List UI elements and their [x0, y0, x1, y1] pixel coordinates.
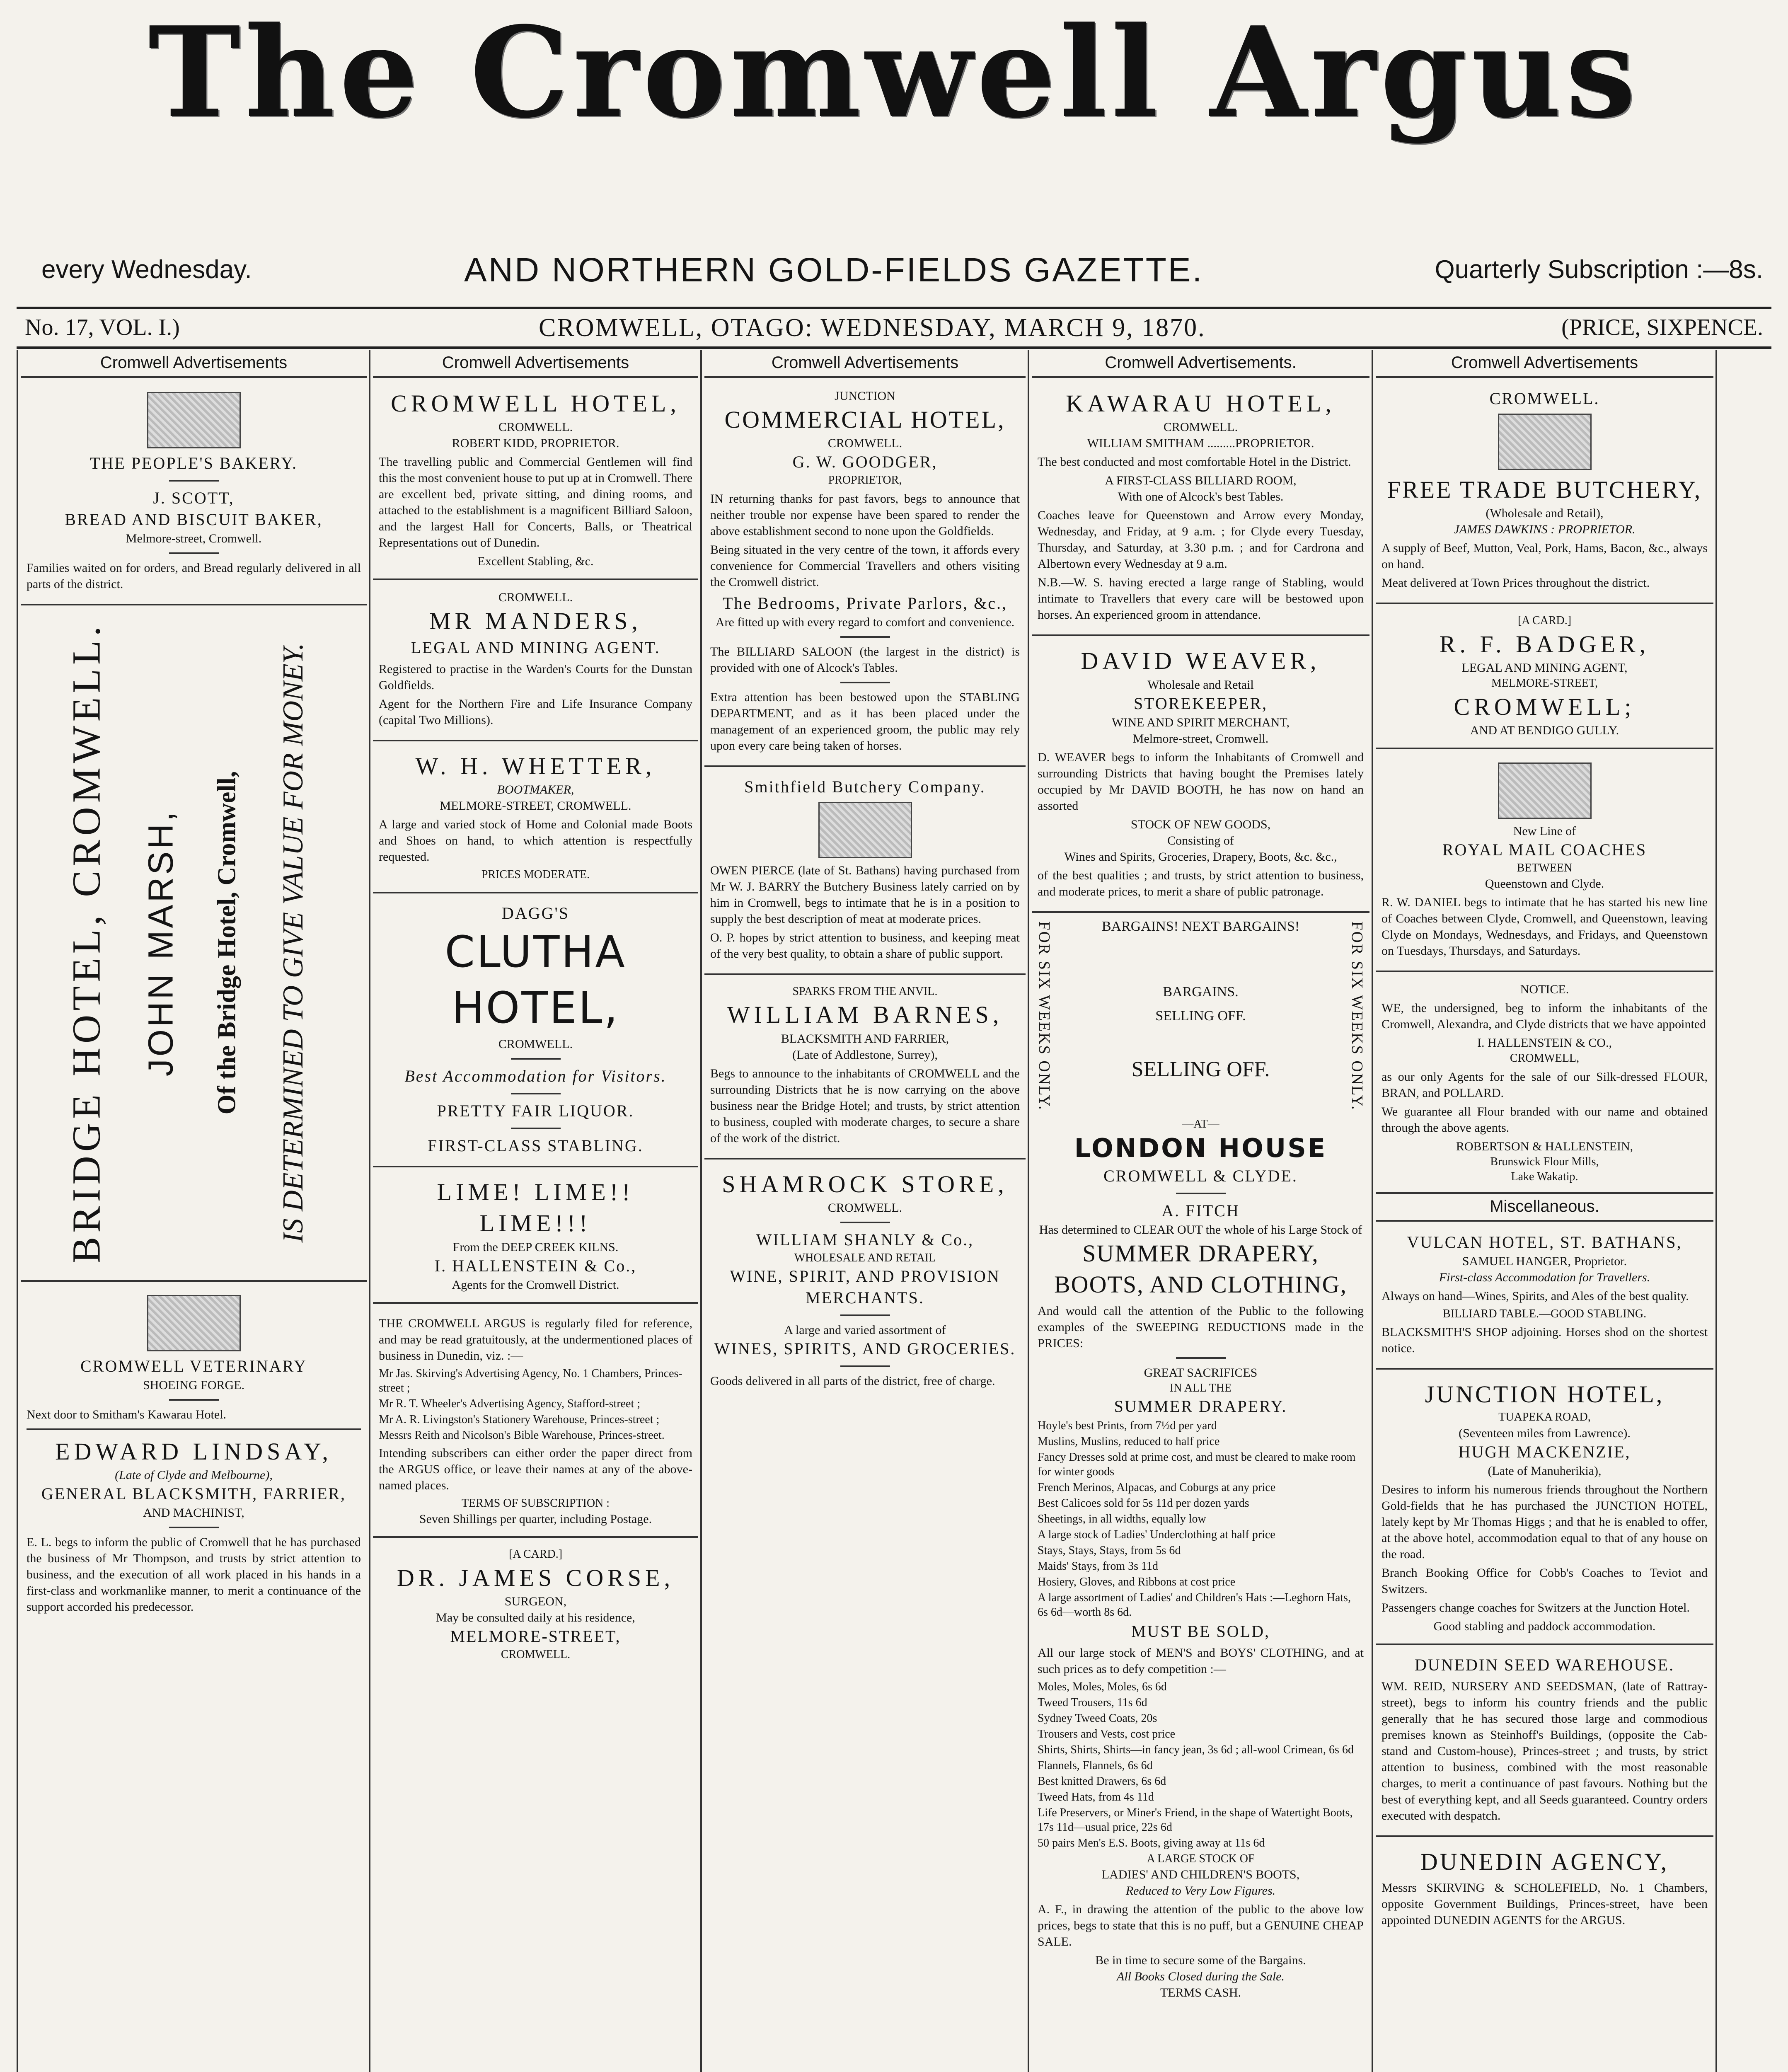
column-1	[21, 350, 367, 2072]
ad-subhead: A LARGE STOCK OF	[1147, 1852, 1255, 1865]
list-item: Maids' Stays, from 3s 11d	[1038, 1559, 1159, 1573]
ad-title: CROMWELL HOTEL,	[391, 390, 680, 417]
divider	[840, 1222, 890, 1223]
ad-body: WE, the undersigned, beg to inform the inhabitants of the Cromwell, Alexandra, and Clyde districts that we have appointed	[1382, 1001, 1708, 1031]
ad-subhead: Reduced to Very Low Figures.	[1125, 1884, 1276, 1898]
ad-body: Registered to practise in the Warden's Courts for the Dunstan Goldfields.	[379, 662, 692, 692]
ad-trade: SURGEON,	[504, 1594, 567, 1608]
ad-address: MELMORE-STREET,	[1491, 677, 1598, 690]
ad-rule	[373, 579, 698, 580]
list-item: Tweed Trousers, 11s 6d	[1038, 1696, 1147, 1709]
divider	[511, 1128, 561, 1129]
column-5	[1376, 350, 1713, 2072]
ad-trade: (Wholesale and Retail),	[1486, 506, 1604, 520]
list-item: Best Calicoes sold for 5s 11d per dozen yards	[1038, 1496, 1249, 1510]
barnes-ad	[704, 981, 1026, 1152]
ad-line: (Seventeen miles from Lawrence).	[1459, 1426, 1631, 1440]
list-item: Sheetings, in all widths, equally low	[1038, 1512, 1206, 1525]
list-item: Hoyle's best Prints, from 7½d per yard	[1038, 1419, 1217, 1432]
badger-ad	[1376, 610, 1713, 742]
ad-headline: SUMMER DRAPERY, BOOTS, AND CLOTHING,	[1054, 1239, 1347, 1298]
ad-body: of the best qualities ; and trusts, by strict attention to business, and moderate prices, to merit a share of public patronage.	[1038, 868, 1364, 898]
ad-rule	[373, 1166, 698, 1167]
ad-firm: I. HALLENSTEIN & CO.,	[1477, 1036, 1612, 1050]
list-item: Messrs Reith and Nicolson's Bible Warehouse, Princes-street.	[379, 1428, 665, 1442]
ad-rule	[1376, 1368, 1713, 1370]
bargains-box	[1032, 919, 1369, 1113]
ad-place: CROMWELL.	[498, 420, 573, 434]
ad-rule	[1376, 971, 1713, 972]
ad-agent: I. HALLENSTEIN & Co.,	[434, 1256, 637, 1275]
ad-title: NOTICE.	[1520, 983, 1569, 997]
ad-signature: ROBERTSON & HALLENSTEIN,	[1456, 1139, 1633, 1153]
ad-body: Branch Booking Office for Cobb's Coaches to Teviot and Switzers.	[1382, 1566, 1708, 1596]
ad-trade: STOREKEEPER,	[1133, 694, 1268, 713]
ad-body: Intending subscribers can either order the paper direct from the ARGUS office, or leave their names at any of the above-named places.	[379, 1446, 692, 1492]
ad-subhead: LADIES' AND CHILDREN'S BOOTS,	[1101, 1868, 1300, 1882]
ad-subhead: IN ALL THE	[1169, 1381, 1232, 1394]
masthead	[17, 0, 1771, 145]
ad-body: Passengers change coaches for Switzers at the Junction Hotel.	[1382, 1600, 1690, 1615]
list-item: Shirts, Shirts, Shirts—in fancy jean, 3s 6d ; all-wool Crimean, 6s 6d	[1038, 1743, 1354, 1756]
column-3	[704, 350, 1026, 2072]
flour-notice	[1376, 978, 1713, 1188]
ad-body: Goods delivered in all parts of the district, free of charge.	[710, 1374, 995, 1388]
smithfield-butchery-ad	[704, 773, 1026, 968]
column-rule	[1028, 350, 1029, 2072]
ad-owner: DAGG'S	[502, 903, 569, 922]
ad-body: IN returning thanks for past favors, begs to announce that neither trouble nor expense have been spared to render the above establishment second to none upon the Goldfields.	[710, 491, 1020, 538]
ad-line: A large and varied assortment of	[784, 1323, 946, 1337]
terms: Seven Shillings per quarter, including Postage.	[419, 1512, 652, 1526]
vulcan-hotel-ad	[1376, 1228, 1713, 1362]
ad-body: The best conducted and most comfortable Hotel in the District.	[1038, 455, 1351, 469]
ad-place: CROMWELL & CLYDE.	[1103, 1166, 1298, 1185]
ad-body: Next door to Smitham's Kawarau Hotel.	[27, 1408, 226, 1421]
ad-note: Excellent Stabling, &c.	[477, 554, 594, 569]
list-item: A large assortment of Ladies' and Children's Hats :—Leghorn Hats, 6s 6d—worth 8s 6d.	[1038, 1591, 1351, 1619]
ad-title: DUNEDIN AGENCY,	[1420, 1848, 1669, 1875]
ad-origin: (Late of Addlestone, Surrey),	[792, 1048, 938, 1062]
ad-line: A FIRST-CLASS BILLIARD ROOM,	[1105, 474, 1297, 488]
seed-warehouse-ad	[1376, 1651, 1713, 1830]
ad-line: All Books Closed during the Sale.	[1117, 1970, 1285, 1984]
side-banner-text: FOR SIX WEEKS ONLY.	[1348, 921, 1366, 1111]
ad-owner: SAMUEL HANGER, Proprietor.	[1462, 1254, 1627, 1268]
corse-ad	[373, 1544, 698, 1665]
ad-line: With one of Alcock's best Tables.	[1118, 490, 1284, 504]
rotated-name: JOHN MARSH,	[141, 809, 180, 1077]
list-item: A large stock of Ladies' Underclothing at half price	[1038, 1528, 1275, 1541]
ad-line: Has determined to CLEAR OUT the whole of his Large Stock of	[1039, 1222, 1362, 1237]
ad-title: FREE TRADE BUTCHERY,	[1387, 476, 1702, 503]
ad-line: Are fitted up with every regard to comfort and convenience.	[715, 615, 1015, 629]
ad-subtitle: SHOEING FORGE.	[143, 1378, 244, 1392]
ad-trade: GENERAL BLACKSMITH, FARRIER,	[41, 1484, 346, 1503]
divider	[840, 1314, 890, 1316]
divider	[169, 480, 219, 482]
divider	[511, 1093, 561, 1094]
ad-subhead: GREAT SACRIFICES	[1144, 1365, 1258, 1380]
ad-signature: Lake Wakatip.	[1511, 1170, 1578, 1184]
ad-title: ROYAL MAIL COACHES	[1442, 840, 1647, 859]
divider	[169, 1399, 219, 1401]
price-list	[1038, 1418, 1364, 1619]
side-banner-text: FOR SIX WEEKS ONLY.	[1036, 921, 1053, 1111]
ad-line: Agents for the Cromwell District.	[452, 1278, 619, 1292]
ad-address: MELMORE-STREET,	[450, 1627, 621, 1646]
ad-body: Desires to inform his numerous friends throughout the Northern Gold-fields that he has purchased the JUNCTION HOTEL, lately kept by Mr Thomas Higgs ; and that he is enabled to offer, at the above hotel, accommodation equal to that of any house on the road.	[1382, 1482, 1708, 1561]
list-item: Fancy Dresses sold at prime cost, and must be cleared to make room for winter goods	[1038, 1450, 1356, 1478]
ad-body: A. F., in drawing the attention of the public to the above low prices, begs to state that this is no puff, but a GENUINE CHEAP SALE.	[1038, 1903, 1364, 1949]
junction-hotel-ad	[1376, 1375, 1713, 1638]
bargains-centre	[1061, 919, 1340, 1082]
list-item: 50 pairs Men's E.S. Boots, giving away at 11s 6d	[1038, 1836, 1265, 1849]
ad-body: WM. REID, NURSERY AND SEEDSMAN, (late of Rattray-street), begs to inform his country friends and the public generally that he has secured those large and commodious premises known as Steinhoff's Buildings, (opposite the Cab-stand and Custom-house), Princes-street ; and trusts, by strict attention to business, combined with the most reasonable charges, to merit a continuance of past favours. Nothing but the best of everything kept, and all Seeds guaranteed. Country orders executed with despatch.	[1382, 1679, 1708, 1823]
manders-ad	[373, 586, 698, 733]
subscription-price: Quarterly Subscription :—8s.	[1435, 255, 1763, 284]
ad-title: JUNCTION HOTEL,	[1425, 1380, 1665, 1408]
divider	[1176, 1357, 1226, 1359]
ad-rule	[1032, 634, 1369, 636]
column-heading: Cromwell Advertisements	[373, 350, 698, 378]
ad-body: D. WEAVER begs to inform the Inhabitants of Cromwell and surrounding Districts that having bought the Premises lately occupied by Mr DAVID BOOTH, he has now on hand an assorted	[1038, 750, 1364, 813]
shamrock-store-ad	[704, 1165, 1026, 1395]
divider	[169, 1527, 219, 1528]
column-4	[1032, 350, 1369, 2072]
ad-body: OWEN PIERCE (late of St. Bathans) having purchased from Mr W. J. BARRY the Butchery Business lately carried on by him in Cromwell, begs to intimate that he is in a position to supply the best description of meat at moderate prices.	[710, 863, 1020, 926]
ad-title: LIME! LIME!! LIME!!!	[437, 1178, 634, 1237]
ad-rule	[704, 973, 1026, 975]
ad-owner: HUGH MACKENZIE,	[1458, 1442, 1631, 1461]
veterinary-ad	[21, 1288, 367, 1621]
list-item: Sydney Tweed Coats, 20s	[1038, 1711, 1157, 1725]
rotated-line: Of the Bridge Hotel, Cromwell,	[213, 771, 241, 1115]
ad-line: WINES, SPIRITS, AND GROCERIES.	[714, 1339, 1016, 1358]
ad-title: LONDON HOUSE	[1074, 1133, 1327, 1164]
ad-kicker: JUNCTION	[835, 389, 895, 403]
bargains-line: BARGAINS.	[1163, 984, 1239, 1000]
royal-mail-coaches-ad	[1376, 755, 1713, 965]
ad-rule	[1376, 603, 1713, 604]
newspaper-title: The Cromwell Argus	[148, 0, 1640, 145]
ad-title: DUNEDIN SEED WAREHOUSE.	[1414, 1655, 1675, 1674]
ad-rule	[1376, 1835, 1713, 1837]
ad-body: Families waited on for orders, and Bread regularly delivered in all parts of the district.	[27, 561, 361, 591]
dateline-bar	[17, 307, 1771, 349]
list-item: Trousers and Vests, cost price	[1038, 1727, 1176, 1740]
ad-title: W. H. WHETTER,	[415, 752, 656, 779]
divider	[840, 682, 890, 683]
side-banner-right	[1345, 919, 1369, 1113]
ad-line: Best Accommodation for Visitors.	[404, 1066, 667, 1085]
list-item: Flannels, Flannels, 6s 6d	[1038, 1759, 1153, 1772]
ad-places: Queenstown and Clyde.	[1485, 877, 1604, 891]
wheat-sheaf-illustration	[147, 392, 241, 448]
price-list	[1038, 1680, 1364, 1850]
ad-title: CROMWELL VETERINARY	[80, 1357, 307, 1375]
list-item: Mr Jas. Skirving's Advertising Agency, No. 1 Chambers, Princes-street ;	[379, 1367, 682, 1394]
ad-rule	[704, 1158, 1026, 1159]
ad-rule	[373, 740, 698, 741]
ad-title: WILLIAM BARNES,	[727, 1001, 1003, 1029]
coach-illustration	[1498, 762, 1592, 819]
ad-line: TUAPEKA ROAD,	[1498, 1411, 1591, 1424]
card-label: [A CARD.]	[508, 1548, 563, 1561]
ad-rule	[373, 1302, 698, 1304]
lime-ad	[373, 1173, 698, 1296]
ad-rule	[27, 1428, 361, 1430]
ad-body: And would call the attention of the Public to the following examples of the SWEEPING REDUCTIONS made in the PRICES:	[1038, 1304, 1364, 1350]
ad-body: We guarantee all Flour branded with our name and obtained through the above agents.	[1382, 1104, 1708, 1135]
section-heading: Miscellaneous.	[1376, 1192, 1713, 1222]
ad-line: May be consulted daily at his residence,	[436, 1610, 635, 1624]
column-rule	[700, 350, 702, 2072]
ad-rule	[704, 765, 1026, 767]
list-item: Mr R. T. Wheeler's Advertising Agency, Stafford-street ;	[379, 1397, 641, 1410]
bridge-hotel-ad	[21, 611, 367, 1274]
ad-body: The travelling public and Commercial Gentlemen will find this the most convenient house to put up at in Cromwell. There are excellent bed, private sitting, and dining rooms, and attached to the establishment is a magnificent Billiard Saloon, and the largest Hall for Concerts, Balls, or Theatrical Representations out of Dunedin.	[379, 455, 692, 550]
masthead-subline	[17, 251, 1771, 300]
bargains-line: SELLING OFF.	[1155, 1008, 1246, 1024]
column-heading: Cromwell Advertisements	[1376, 350, 1713, 378]
dateline: CROMWELL, OTAGO: WEDNESDAY, MARCH 9, 1870.	[539, 314, 1206, 342]
clutha-hotel-ad	[373, 899, 698, 1160]
bargains-line: BARGAINS! NEXT BARGAINS!	[1101, 918, 1300, 934]
ad-title: VULCAN HOTEL, ST. BATHANS,	[1407, 1232, 1682, 1251]
ad-line: BETWEEN	[1517, 861, 1573, 874]
ad-address: Melmore-street, Cromwell.	[126, 532, 262, 545]
ad-title: R. F. BADGER,	[1439, 630, 1650, 658]
horse-illustration	[147, 1295, 241, 1351]
ad-owner: JAMES DAWKINS : PROPRIETOR.	[1454, 523, 1636, 537]
ad-address: MELMORE-STREET, CROMWELL.	[440, 799, 631, 813]
ad-origin: (Late of Clyde and Melbourne),	[115, 1468, 273, 1482]
argus-notice	[373, 1310, 698, 1530]
weaver-ad	[1032, 642, 1369, 905]
bakery-ad	[21, 385, 367, 598]
ad-body: All our large stock of MEN'S and BOYS' CLOTHING, and at such prices as to defy competition :—	[1038, 1646, 1364, 1676]
ad-line: Consisting of	[1167, 833, 1234, 847]
ad-place: CROMWELL.	[827, 436, 902, 450]
ad-origin: (Late of Manuherikia),	[1488, 1464, 1602, 1478]
card-label: [A CARD.]	[1517, 614, 1572, 627]
ad-body: A supply of Beef, Mutton, Veal, Pork, Hams, Bacon, &c., always on hand.	[1382, 541, 1708, 571]
ad-body: A large and varied stock of Home and Colonial made Boots and Shoes on hand, to which attention is respectfully requested.	[379, 818, 692, 864]
list-item: Hosiery, Gloves, and Ribbons at cost price	[1038, 1575, 1236, 1588]
ad-owner: G. W. GOODGER,	[792, 453, 938, 472]
ad-place: CROMWELL;	[1454, 693, 1636, 720]
commercial-hotel-ad	[704, 385, 1026, 760]
column-rule	[17, 350, 18, 2072]
list-item: Stays, Stays, Stays, from 5s 6d	[1038, 1544, 1181, 1557]
rotated-slogan: IS DETERMINED TO GIVE VALUE FOR MONEY.	[277, 643, 309, 1243]
ad-trade: Wholesale and Retail	[1147, 678, 1254, 692]
column-2	[373, 350, 698, 2072]
ad-line: First-class Accommodation for Travellers.	[1439, 1270, 1650, 1284]
ad-rule	[21, 1280, 367, 1282]
list-item: Mr A. R. Livingston's Stationery Warehouse, Princes-street ;	[379, 1413, 660, 1426]
ad-place: CROMWELL.	[501, 1648, 571, 1661]
divider	[840, 636, 890, 638]
list-item: Best knitted Drawers, 6s 6d	[1038, 1774, 1166, 1788]
ad-line: STOCK OF NEW GOODS,	[1130, 817, 1271, 831]
ad-subhead: SUMMER DRAPERY.	[1114, 1397, 1287, 1416]
ad-body: The BILLIARD SALOON (the largest in the district) is provided with one of Alcock's Tables.	[710, 644, 1020, 675]
ad-trade: BOOTMAKER,	[497, 783, 574, 797]
ad-body: Extra attention has been bestowed upon the STABLING DEPARTMENT, and as it has been placed under the management of an experienced groom, the public may rely upon every care being taken of horses.	[710, 690, 1020, 753]
ad-trade: BLACKSMITH AND FARRIER,	[781, 1031, 949, 1046]
ad-body: Always on hand—Wines, Spirits, and Ales of the best quality.	[1382, 1289, 1689, 1303]
newspaper-subtitle: AND NORTHERN GOLD-FIELDS GAZETTE.	[464, 251, 1204, 289]
ad-place: CROMWELL.	[498, 591, 573, 605]
ad-subhead: The Bedrooms, Private Parlors, &c.,	[722, 593, 1008, 612]
ad-line: TERMS CASH.	[1160, 1986, 1241, 2000]
ad-note: PRICES MODERATE.	[481, 868, 590, 881]
ad-owner: A. FITCH	[1161, 1201, 1240, 1220]
list-item: Life Preservers, or Miner's Friend, in the shape of Watertight Boots, 17s 11d—usual price, 22s 6d	[1038, 1806, 1353, 1834]
ad-body: Meat delivered at Town Prices throughout the district.	[1382, 576, 1650, 590]
column-rule	[369, 350, 370, 2072]
ox-illustration	[818, 802, 912, 858]
ad-kicker: New Line of	[1513, 824, 1576, 838]
ad-trade: AND MACHINIST,	[143, 1506, 244, 1520]
ad-place: AND AT BENDIGO GULLY.	[1470, 723, 1619, 737]
ad-title: COMMERCIAL HOTEL,	[724, 406, 1006, 433]
ad-line: Good stabling and paddock accommodation.	[1433, 1619, 1656, 1633]
ad-trade: MERCHANTS.	[806, 1288, 924, 1307]
ad-title: Smithfield Butchery Company.	[744, 777, 986, 796]
ad-body: BLACKSMITH'S SHOP adjoining. Horses shod on the shortest notice.	[1382, 1325, 1708, 1355]
ad-owner: EDWARD LINDSAY,	[55, 1438, 332, 1465]
ad-body: O. P. hopes by strict attention to business, and keeping meat of the very best quality, to obtain a share of public support.	[710, 930, 1020, 961]
ad-place: CROMWELL.	[827, 1201, 902, 1215]
divider	[1176, 1193, 1226, 1194]
ad-body: E. L. begs to inform the public of Cromwell that he has purchased the business of Mr Thompson, and trusts by strict attention to business, and the execution of all work placed in his hands in a first-class and workmanlike manner, to merit a continuance of the support accorded his predecessor.	[27, 1535, 361, 1614]
ad-rule	[373, 1536, 698, 1538]
ad-proprietor: ROBERT KIDD, PROPRIETOR.	[452, 436, 619, 450]
publication-frequency: every Wednesday.	[41, 255, 252, 284]
ad-owner: WILLIAM SHANLY & Co.,	[756, 1230, 974, 1249]
ad-rule	[373, 892, 698, 893]
column-heading: Cromwell Advertisements	[704, 350, 1026, 378]
ad-trade: PROPRIETOR,	[828, 474, 902, 487]
ad-signature: Brunswick Flour Mills,	[1490, 1155, 1599, 1168]
ad-body: Coaches leave for Queenstown and Arrow every Monday, Wednesday, and Friday, at 9 a.m. ; for Clyde every Tuesday, Thursday, and Saturday, at 3.30 p.m. ; and for Cardrona and Albertown every Wednesday at 9 a.m.	[1038, 508, 1364, 571]
bargains-line: SELLING OFF.	[1131, 1057, 1270, 1081]
ad-trade: LEGAL AND MINING AGENT.	[411, 638, 661, 657]
kawarau-hotel-ad	[1032, 385, 1369, 629]
ad-rule	[1032, 911, 1369, 913]
column-rule	[1372, 350, 1373, 2072]
ox-illustration	[1498, 414, 1592, 470]
terms-heading: TERMS OF SUBSCRIPTION :	[461, 1496, 610, 1510]
column-heading: Cromwell Advertisements	[21, 350, 367, 378]
free-trade-butchery-ad	[1376, 385, 1713, 597]
ad-place: CROMWELL.	[498, 1037, 573, 1051]
column-rule	[1715, 350, 1717, 2072]
volume-number: No. 17, VOL. I.)	[25, 315, 180, 340]
ad-body: THE CROMWELL ARGUS is regularly filed for reference, and may be read gratuitously, at the undermentioned places of business in Dunedin, viz. :—	[379, 1316, 692, 1363]
cromwell-hotel-ad	[373, 385, 698, 573]
ad-line: From the DEEP CREEK KILNS.	[452, 1240, 619, 1254]
ad-body: Agent for the Northern Fire and Life Insurance Company (capital Two Millions).	[379, 697, 692, 727]
dunedin-agency-ad	[1376, 1843, 1713, 1934]
ad-rule	[21, 604, 367, 605]
list-item: French Merinos, Alpacas, and Coburgs at any price	[1038, 1481, 1276, 1494]
ad-trade: WINE AND SPIRIT MERCHANT,	[1112, 715, 1290, 729]
list-item: Tweed Hats, from 4s 11d	[1038, 1790, 1154, 1803]
list-item: Moles, Moles, Moles, 6s 6d	[1038, 1680, 1167, 1693]
ad-title: MR MANDERS,	[429, 608, 642, 635]
ad-kicker: SPARKS FROM THE ANVIL.	[792, 985, 938, 998]
ad-title: DAVID WEAVER,	[1081, 647, 1321, 675]
london-house-ad	[1032, 1113, 1369, 2004]
divider	[511, 1058, 561, 1060]
ad-line: PRETTY FAIR LIQUOR.	[437, 1101, 634, 1120]
ad-title: DR. JAMES CORSE,	[397, 1564, 675, 1591]
divider	[169, 552, 219, 554]
ad-trade: LEGAL AND MINING AGENT,	[1461, 661, 1628, 675]
ad-title: THE PEOPLE'S BAKERY.	[90, 454, 298, 472]
ad-address: Melmore-street, Cromwell.	[1132, 731, 1269, 746]
ad-line: Wines and Spirits, Groceries, Drapery, Boots, &c. &c.,	[1064, 850, 1337, 864]
ad-body: as our only Agents for the sale of our Silk-dressed FLOUR, BRAN, and POLLARD.	[1382, 1070, 1708, 1100]
ad-body: Being situated in the very centre of the town, it affords every convenience for Commercial Travellers and others visiting the Cromwell district.	[710, 542, 1020, 589]
ad-rule	[1376, 748, 1713, 749]
ad-rule	[1376, 1644, 1713, 1645]
ad-title: CLUTHA HOTEL,	[445, 926, 627, 1033]
whetter-ad	[373, 747, 698, 886]
ad-place: CROMWELL.	[1163, 420, 1238, 434]
ad-title: SHAMROCK STORE,	[722, 1170, 1008, 1198]
ad-trade: BREAD AND BISCUIT BAKER,	[65, 510, 323, 529]
ad-proprietor: WILLIAM SMITHAM .........PROPRIETOR.	[1087, 436, 1314, 450]
ad-owner: J. SCOTT,	[153, 489, 235, 507]
ad-subhead: MUST BE SOLD,	[1131, 1622, 1270, 1641]
list-item: Muslins, Muslins, reduced to half price	[1038, 1435, 1220, 1448]
agency-list	[379, 1366, 692, 1443]
ad-trade: WHOLESALE AND RETAIL	[794, 1251, 936, 1264]
ad-body: Begs to announce to the inhabitants of CROMWELL and the surrounding Districts that he is now carrying on the above business near the Bridge Hotel; and trusts, by strict attention to business, coupled with moderate charges, to secure a share of the work of the district.	[710, 1066, 1020, 1145]
ad-place: CROMWELL.	[1489, 389, 1600, 408]
side-banner-left	[1032, 919, 1057, 1113]
column-heading: Cromwell Advertisements.	[1032, 350, 1369, 378]
ad-line: —AT—	[1182, 1117, 1219, 1130]
divider	[840, 1365, 890, 1367]
ad-body: R. W. DANIEL begs to intimate that he has started his new line of Coaches between Clyde, Cromwell, and Queenstown, leaving Clyde on Mondays, Wednesdays, and Fridays, and Queenstown on Tuesdays, Thursdays, and Saturdays.	[1382, 896, 1708, 958]
ad-body: Messrs SKIRVING & SCHOLEFIELD, No. 1 Chambers, opposite Government Buildings, Princes-street, have been appointed DUNEDIN AGENTS for the ARGUS.	[1382, 1881, 1708, 1927]
ad-title: KAWARAU HOTEL,	[1066, 390, 1336, 417]
ad-line: Be in time to secure some of the Bargains.	[1095, 1953, 1306, 1968]
ad-line: FIRST-CLASS STABLING.	[428, 1136, 644, 1155]
rotated-title: BRIDGE HOTEL, CROMWELL.	[64, 622, 108, 1264]
ad-trade: WINE, SPIRIT, AND PROVISION	[730, 1267, 1000, 1286]
ad-line: BILLIARD TABLE.—GOOD STABLING.	[1442, 1307, 1647, 1320]
ad-body: N.B.—W. S. having erected a large range of Stabling, would intimate to Travellers that every care will be bestowed upon horses. An experienced groom in attendance.	[1038, 576, 1364, 622]
ad-place: CROMWELL,	[1510, 1052, 1580, 1065]
issue-price: (PRICE, SIXPENCE.	[1561, 315, 1763, 340]
